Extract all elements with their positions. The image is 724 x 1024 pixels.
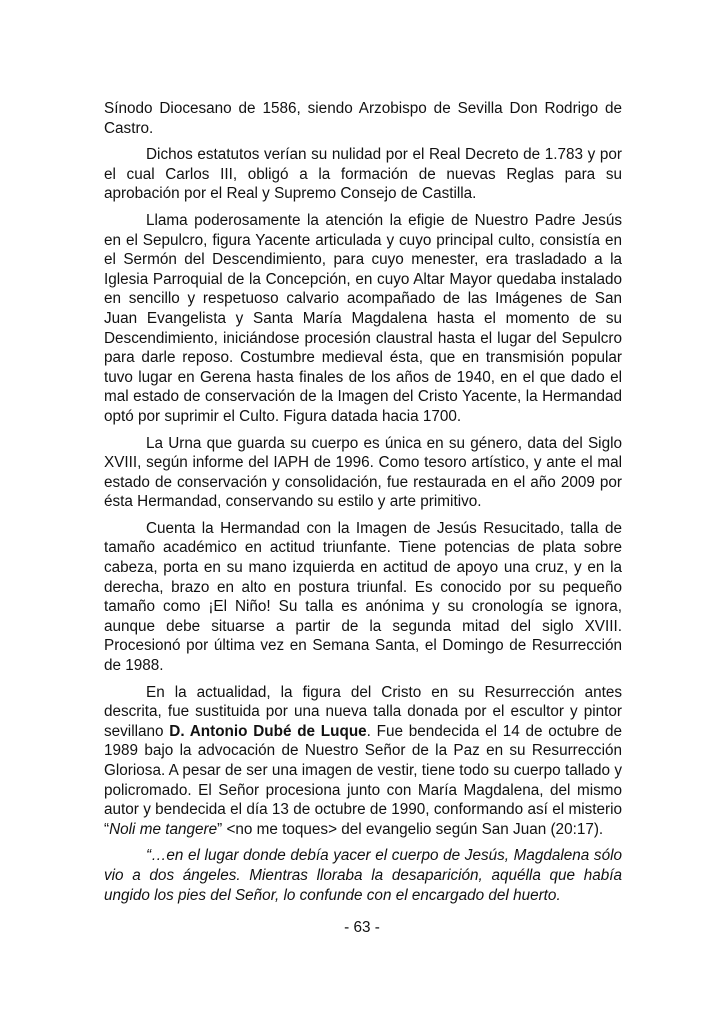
quote-magdalena: “…en el lugar donde debía yacer el cuerpo de Jesús, Magdalena sólo vio a dos ángeles. Mientras lloraba la desaparición, aquélla que había ungido los pies del Señor, lo confunde con el encargado del huerto. [104,847,622,904]
paragraph-actualidad-text-1: En la actualidad, la figura del Cristo en su Resurrección antes descrita, fue sustituida por una nueva talla donada por el escultor y pintor sevillano [104,683,622,740]
paragraph-actualidad-text-3: ” <no me toques> del evangelio según San Juan (20:17). [217,820,604,838]
document-body [104,99,622,912]
latin-phrase: Noli me tangere [109,820,218,838]
paragraph-urna: La Urna que guarda su cuerpo es única en su género, data del Siglo XVIII, según informe del IAPH de 1996. Como tesoro artístico, y ante el mal estado de conservación y consolidación, fue restaurada en el año 2009 por ésta Hermandad, conservando su estilo y arte primitivo. [104,434,622,511]
page-number: - 63 - [344,919,380,936]
paragraph-sepulcro: Llama poderosamente la atención la efigie de Nuestro Padre Jesús en el Sepulcro, figura Yacente articulada y cuyo principal culto, consistía en el Sermón del Descendimiento, para cuyo menester, era trasladado a la Iglesia Parroquial de la Concepción, en cuyo Altar Mayor quedaba instalado en sencillo y respetuoso calvario acompañado de las Imágenes de San Juan Evangelista y Santa María Magdalena hasta el momento de su Descendimiento, iniciándose procesión claustral hasta el lugar del Sepulcro para darle reposo. Costumbre medieval ésta, que en transmisión popular tuvo lugar en Gerena hasta finales de los años de 1940, en el que dado el mal estado de conservación de la Imagen del Cristo Yacente, la Hermandad optó por suprimir el Culto. Figura datada hacia 1700. [104,211,622,425]
sculptor-name: D. Antonio Dubé de Luque [169,722,367,740]
paragraph-actualidad-text-2: . Fue bendecida el 14 de octubre de 1989 bajo la advocación de Nuestro Señor de la Paz en su Resurrección Gloriosa. A pesar de ser una imagen de vestir, tiene todo su cuerpo tallado y policromado. El Señor procesiona junto con María Magdalena, del mismo autor y bendecida el día 13 de octubre de 1990, conformando así el misterio “ [104,722,622,838]
paragraph-synod: Sínodo Diocesano de 1586, siendo Arzobispo de Sevilla Don Rodrigo de Castro. [104,100,622,137]
paragraph-actualidad [104,683,622,840]
paragraph-statutes: Dichos estatutos verían su nulidad por el Real Decreto de 1.783 y por el cual Carlos III, obligó a la formación de nuevas Reglas para su aprobación por el Real y Supremo Consejo de Castilla. [104,146,622,203]
paragraph-resucitado: Cuenta la Hermandad con la Imagen de Jesús Resucitado, talla de tamaño académico en actitud triunfante. Tiene potencias de plata sobre cabeza, porta en su mano izquierda en actitud de apoyo una cruz, y en la derecha, brazo en alto en postura triunfal. Es conocido por su pequeño tamaño como ¡El Niño! Su talla es anónima y su cronología se ignora, aunque debe situarse a partir de la segunda mitad del siglo XVIII. Procesionó por última vez en Semana Santa, el Domingo de Resurrección de 1988. [104,519,622,675]
